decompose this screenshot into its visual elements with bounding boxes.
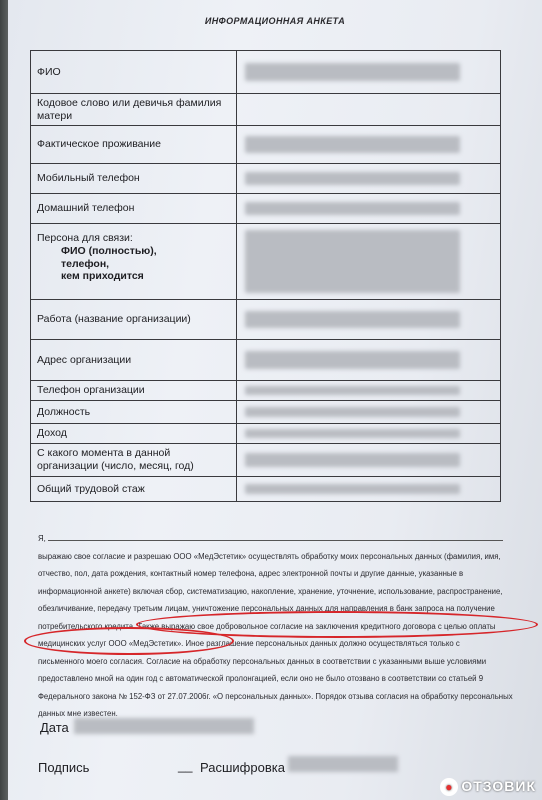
highlight-oval-lower	[24, 627, 234, 655]
field-label: Работа (название организации)	[31, 300, 237, 340]
field-label: Домашний телефон	[31, 194, 237, 224]
consent-line: медицинских услуг ООО «МедЭстетик». Иное разглашение персональных данных должно осуществляться только с	[38, 639, 460, 648]
consent-line: данных мне известен.	[38, 709, 118, 718]
form-row-work	[31, 300, 501, 340]
signature-label: Подпись	[38, 760, 90, 775]
form-row-fio	[31, 51, 501, 94]
form-table	[30, 50, 501, 502]
field-label: ФИО	[31, 51, 237, 94]
field-value-redacted	[237, 300, 501, 340]
field-sub-label: телефон,	[61, 257, 110, 270]
consent-line: предоставлено мной на один год с автоматической пролонгацией, если оно не было отозвано в соответствии со статьей 9	[38, 674, 484, 683]
consent-line: потребительского кредита. Также выражаю свое добровольное согласие на заключения кредитного договора с целью оплаты	[38, 621, 496, 631]
field-label: Телефон организации	[31, 381, 237, 401]
consent-line: письменного моего согласия. Согласие на обработку персональных данных в соответствии с указанными выше условиями	[38, 656, 487, 666]
field-value-redacted	[237, 444, 501, 477]
form-row-position	[31, 401, 501, 424]
form-row-address	[31, 126, 501, 164]
date-label: Дата	[40, 720, 69, 735]
field-label: Общий трудовой стаж	[31, 477, 237, 502]
field-value-redacted	[237, 51, 501, 94]
field-value-redacted	[237, 381, 501, 401]
form-row-mobile	[31, 164, 501, 194]
field-value-redacted	[237, 126, 501, 164]
transcript-label: Расшифровка	[200, 760, 285, 775]
field-label: С какого момента в данной организации (число, месяц, год)	[31, 444, 237, 477]
consent-line: отчество, пол, дата рождения, контактный номер телефона, адрес электронной почты и другие данные, указанные в	[38, 569, 464, 578]
consent-line: обезличивание, передачу третьим лицам, уничтожение персональных данных для направления в банк запроса на получение	[38, 604, 495, 613]
field-sub-label: ФИО (полностью),	[61, 244, 157, 257]
watermark	[440, 778, 536, 796]
form-row-total-experience	[31, 477, 501, 502]
form-row-org-phone	[31, 381, 501, 401]
field-label: Фактическое проживание	[31, 126, 237, 164]
form-row-income	[31, 424, 501, 444]
field-label: Адрес организации	[31, 340, 237, 381]
field-label: Мобильный телефон	[31, 164, 237, 194]
name-fill-line	[48, 532, 503, 541]
field-label: Доход	[31, 424, 237, 444]
field-value-redacted	[237, 340, 501, 381]
field-sub-label: кем приходится	[61, 270, 144, 283]
consent-line: информационной анкете) включая сбор, систематизацию, накопление, хранение, уточнение, использование, распространение,	[38, 586, 503, 596]
form-row-contact-person	[31, 224, 501, 300]
field-value-redacted	[237, 224, 501, 300]
field-value-redacted	[237, 424, 501, 444]
watermark-text: ОТЗОВИК	[461, 777, 536, 794]
consent-prefix: Я,	[38, 534, 46, 543]
field-label-contact	[31, 224, 237, 300]
field-value-redacted	[237, 194, 501, 224]
field-label: Должность	[31, 401, 237, 424]
consent-first-line	[38, 530, 513, 548]
signature-line: __	[178, 758, 193, 773]
form-row-codeword	[31, 94, 501, 126]
date-value-redacted	[74, 718, 254, 734]
field-value-redacted	[237, 477, 501, 502]
field-value-redacted	[237, 164, 501, 194]
field-label: Персона для связи:	[37, 232, 133, 244]
consent-line: выражаю свое согласие и разрешаю ООО «МедЭстетик» осуществлять обработку моих персональных данных (фамилия, имя,	[38, 551, 501, 561]
field-value-empty	[237, 94, 501, 126]
otzovik-logo-icon: ●	[440, 778, 458, 796]
form-row-org-address	[31, 340, 501, 381]
field-label: Кодовое слово или девичья фамилия матери	[31, 94, 237, 126]
form-row-home-phone	[31, 194, 501, 224]
consent-line: Федерального закона № 152-ФЗ от 27.07.2006г. «О персональных данных». Порядок отзыва согласия на обработку персональных	[38, 691, 513, 701]
document-title: ИНФОРМАЦИОННАЯ АНКЕТА	[204, 16, 346, 26]
field-value-redacted	[237, 401, 501, 424]
form-row-employment-start	[31, 444, 501, 477]
transcript-value-redacted	[288, 756, 398, 772]
